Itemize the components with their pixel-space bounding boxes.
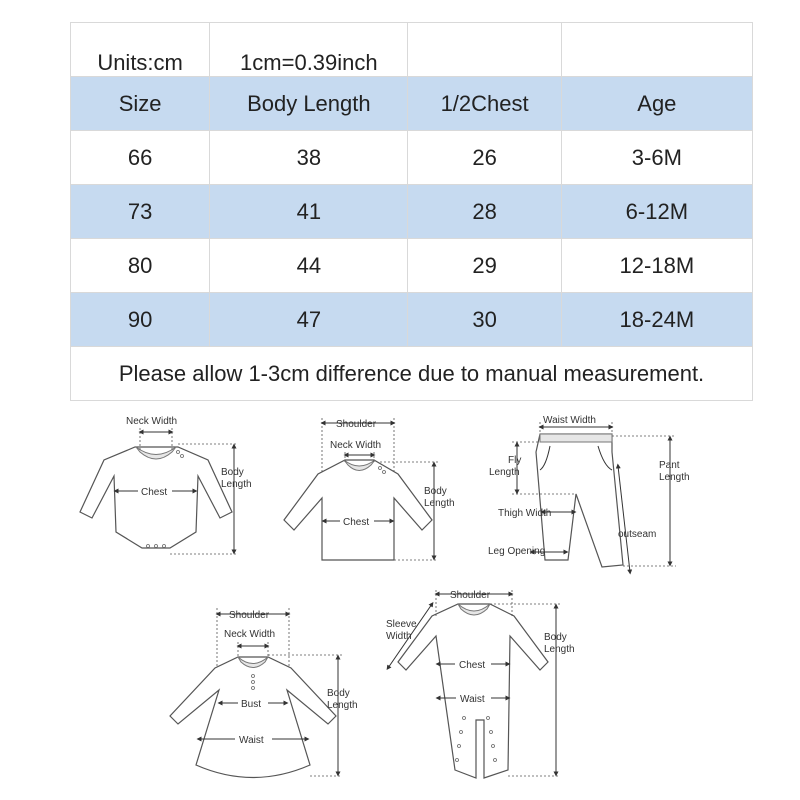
pants-waist-label: Waist Width [543,415,596,426]
table-cell: 29 [408,239,561,293]
sweater-length-label: Length [424,498,455,509]
table-cell: 66 [71,131,210,185]
dress-neck-label: Neck Width [224,629,276,640]
dress-waist-label: Waist [239,735,264,746]
bodysuit-body-label: Body [221,467,244,478]
bodysuit-diagram [80,416,252,554]
romper-sleeve-width-label: Width [386,631,412,642]
conversion-cell: 1cm=0.39inch [210,23,408,77]
romper-diagram [386,590,575,778]
table-cell: 30 [408,293,561,347]
table-cell: 38 [210,131,408,185]
table-cell: 12-18M [561,239,752,293]
bodysuit-length-label: Length [221,479,252,490]
dress-bust-label: Bust [241,699,262,710]
pants-pant-label: Pant [659,460,680,471]
table-cell: 28 [408,185,561,239]
dress-shoulder-label: Shoulder [229,610,270,621]
sweater-shoulder-label: Shoulder [336,419,377,430]
table-cell: 26 [408,131,561,185]
table-cell: 3-6M [561,131,752,185]
pants-pant-length-label: Length [659,472,690,483]
bodysuit-chest-label: Chest [141,487,168,498]
romper-sleeve-label: Sleeve [386,619,417,630]
pants-fly-length-label: Length [489,467,520,478]
units-cell: Units:cm [71,23,210,77]
romper-shoulder-label: Shoulder [450,590,491,601]
header-half-chest: 1/2Chest [408,77,561,131]
pants-leg-opening-label: Leg Opening [488,546,546,557]
table-cell: 73 [71,185,210,239]
sweater-neck-label: Neck Width [330,440,382,451]
dress-body-label: Body [327,688,350,699]
table-cell: 41 [210,185,408,239]
header-age: Age [561,77,752,131]
sweater-diagram [284,418,455,560]
bodysuit-neck-label: Neck Width [126,416,178,427]
table-cell: 47 [210,293,408,347]
table-cell: 18-24M [561,293,752,347]
romper-body-label: Body [544,632,567,643]
table-cell: 44 [210,239,408,293]
table-cell: 80 [71,239,210,293]
header-body-length: Body Length [210,77,408,131]
sweater-chest-label: Chest [343,517,370,528]
romper-length-label: Length [544,644,575,655]
measurement-note: Please allow 1-3cm difference due to manual measurement. [71,347,753,401]
table-cell: 90 [71,293,210,347]
romper-waist-label: Waist [460,694,485,705]
dress-diagram [170,608,358,778]
dress-length-label: Length [327,700,358,711]
pants-diagram [488,415,690,572]
romper-chest-label: Chest [459,660,486,671]
header-size: Size [71,77,210,131]
pants-thigh-label: Thigh Width [498,508,552,519]
sweater-body-label: Body [424,486,447,497]
table-cell: 6-12M [561,185,752,239]
pants-outseam-label: outseam [618,529,657,540]
pants-fly-label: Fly [508,455,522,466]
